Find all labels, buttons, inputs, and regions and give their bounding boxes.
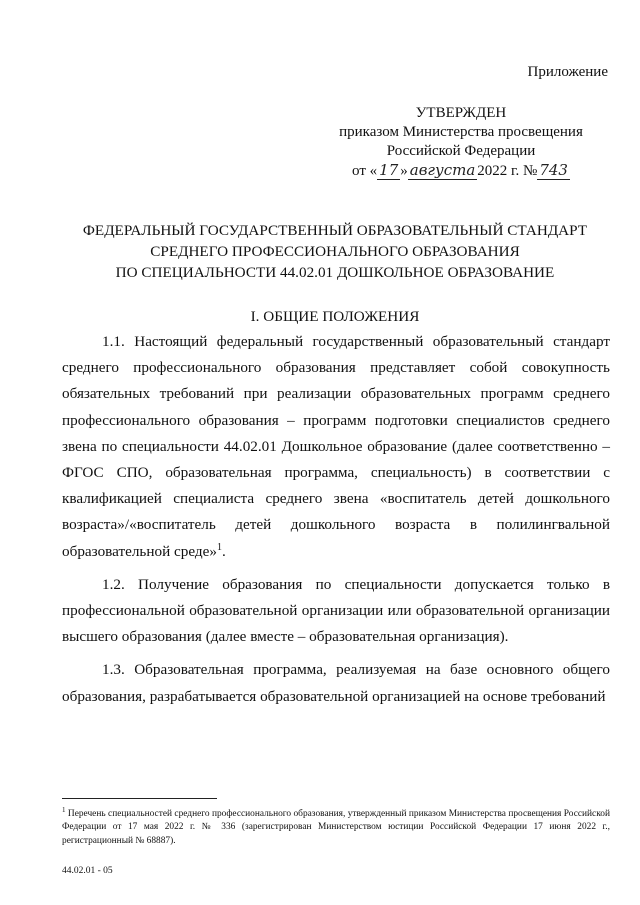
title-line-2: СРЕДНЕГО ПРОФЕССИОНАЛЬНОГО ОБРАЗОВАНИЯ: [150, 243, 520, 260]
section-heading: I. ОБЩИЕ ПОЛОЖЕНИЯ: [250, 308, 420, 325]
paragraph-1-1-text: 1.1. Настоящий федеральный государственный образовательный стандарт среднего профессионального образования представляет собой совокупность обязательных требований при реализации образовательных программ среднего профессионального образования – программ подготовки специалистов среднего звена по специальности 44.02.01 Дошкольное образование (далее соответственно – ФГОС СПО, образовательная программа, специальность) в соответствии с квалификацией специалиста среднего звена «воспитатель детей дошкольного возраста»/«воспитатель детей дошкольного возраста в полилингвальной образовательной среде»: [62, 333, 610, 560]
paragraph-1-3: 1.3. Образовательная программа, реализуемая на базе основного общего образования, разрабатывается образовательной организацией на основе требований: [62, 661, 610, 705]
footnote-divider: [62, 798, 217, 799]
footnote-reference: 1: [216, 541, 222, 553]
sig-year: 2022 г. №: [477, 163, 538, 179]
document-title: [60, 220, 610, 283]
handwritten-order-number: 743: [539, 161, 568, 179]
order-date-line: [330, 161, 592, 181]
approved-ministry-line: Российской Федерации: [386, 143, 536, 159]
handwritten-month: августа: [409, 161, 476, 179]
footnote: [62, 804, 610, 848]
approval-block: [330, 104, 592, 181]
approved-title: УТВЕРЖДЕН: [415, 105, 507, 121]
sig-mid: »: [400, 163, 408, 179]
approved-order-line: приказом Министерства просвещения: [339, 124, 583, 140]
paragraph-1-2: 1.2. Получение образования по специальности допускается только в профессиональной образовательной организации или образовательной организации высшего образования (далее вместе – образовательная организация).: [62, 575, 610, 646]
paragraph-1-1: 1.1. Настоящий федеральный государственный образовательный стандарт среднего профессионального образования представляет собой совокупность обязательных требований при реализации образовательных программ среднего профессионального образования – программ подготовки специалистов среднего звена по специальности 44.02.01 Дошкольное образование (далее соответственно – ФГОС СПО, образовательная программа, специальность) в соответствии с квалификацией специалиста среднего звена «воспитатель детей дошкольного возраста»/«воспитатель детей дошкольного возраста в полилингвальной образовательной среде»$^1$.: [62, 333, 610, 560]
title-line-1: ФЕДЕРАЛЬНЫЙ ГОСУДАРСТВЕННЫЙ ОБРАЗОВАТЕЛЬНЫЙ СТАНДАРТ: [82, 222, 588, 239]
document-body: [62, 329, 610, 717]
footnote-marker: 1: [62, 806, 66, 814]
appendix-label: Приложение: [527, 64, 608, 80]
sig-prefix: от «: [352, 163, 378, 179]
page-code: 44.02.01 - 05: [62, 866, 113, 876]
handwritten-day: 17: [379, 161, 399, 179]
footnote-text: Перечень специальностей среднего профессионального образования, утвержденный приказом Министерства просвещения Российской Федерации от 17 мая 2022 г. № 336 (зарегистрирован Министерством юстиции Российской Федерации 17 июня 2022 г., регистрационный № 68887).: [62, 809, 610, 846]
title-line-3: ПО СПЕЦИАЛЬНОСТИ 44.02.01 ДОШКОЛЬНОЕ ОБРАЗОВАНИЕ: [115, 264, 555, 281]
